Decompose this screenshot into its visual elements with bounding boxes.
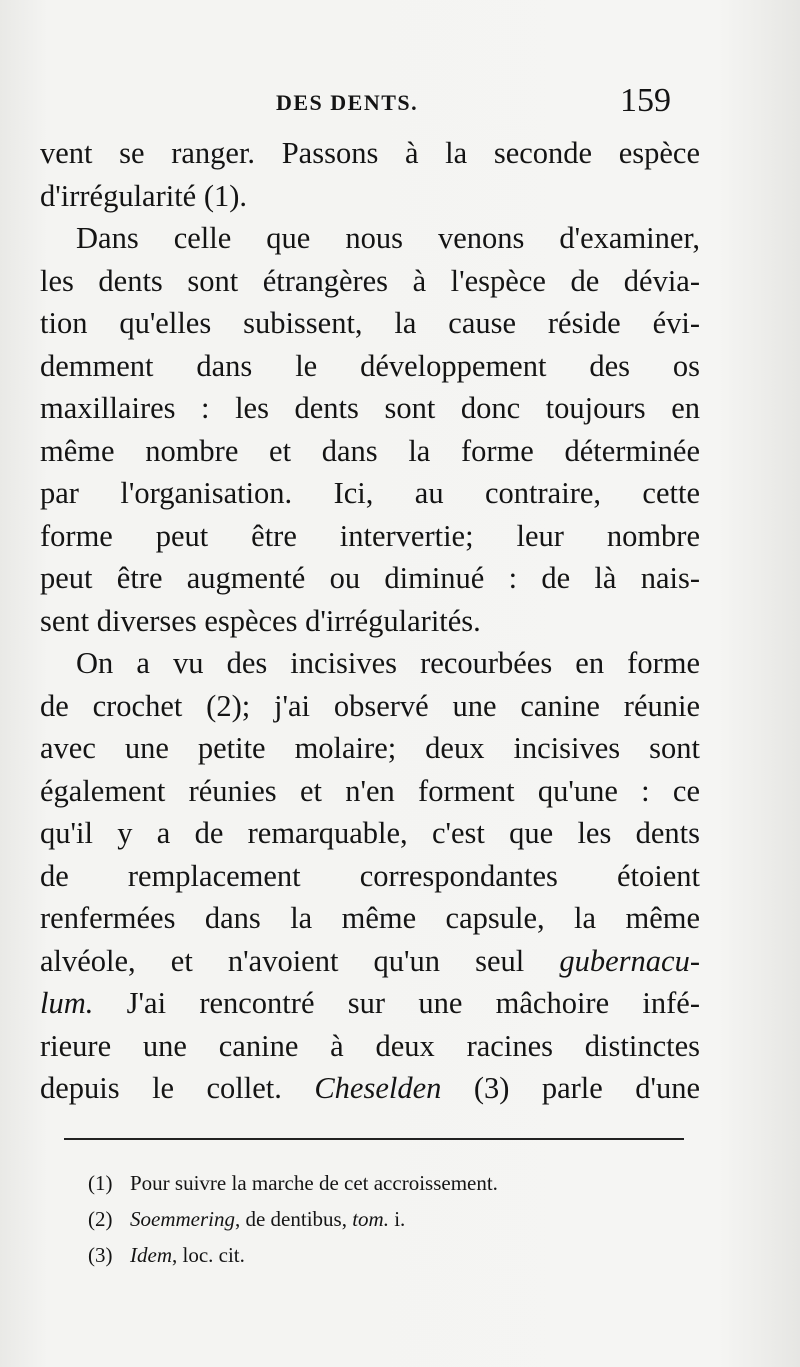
latin-term: gubernacu-: [559, 943, 700, 978]
author-name: Cheselden: [314, 1071, 442, 1105]
footnote: [88, 1165, 688, 1201]
text-line: renfermées dans la même capsule, la même: [40, 901, 700, 935]
text-line: également réunies et n'en forment qu'une : ce: [40, 773, 700, 808]
footnote-marker: (1): [88, 1171, 113, 1195]
footnote-text: , de dentibus,: [234, 1207, 353, 1231]
text-line: Dans celle que nous venons d'examiner,: [76, 221, 700, 255]
text-line: maxillaires : les dents sont donc toujours en: [40, 391, 700, 425]
text-line: avec une petite molaire; deux incisives sont: [40, 731, 700, 765]
page-header: [0, 84, 800, 134]
text-line: demment dans le développement des os: [40, 348, 700, 383]
footnote-marker: (2): [88, 1207, 113, 1231]
footnote-volume: tom.: [352, 1207, 389, 1231]
text-line: d'irrégularité (1).: [40, 178, 248, 213]
text-line: [40, 982, 700, 1025]
text-line: On a vu des incisives recourbées en forme: [76, 646, 700, 680]
footnotes: [88, 1165, 688, 1273]
body-text: [40, 132, 700, 1110]
text-line: vent se ranger. Passons à la seconde espèce: [40, 136, 700, 170]
text-line: de remplacement correspondantes étoient: [40, 858, 700, 893]
text-segment: (3) parle d'une: [441, 1071, 700, 1105]
text-line: peut être augmenté ou diminué : de là nais-: [40, 561, 700, 595]
text-line: forme peut être intervertie; leur nombre: [40, 518, 700, 553]
text-line: [40, 1067, 700, 1110]
text-segment: depuis le collet.: [40, 1071, 315, 1105]
text-line: les dents sont étrangères à l'espèce de dévia-: [40, 263, 700, 298]
text-segment: alvéole, et n'avoient qu'un seul: [40, 943, 560, 978]
latin-term: lum.: [40, 986, 94, 1020]
footnote-text: , loc. cit.: [171, 1243, 245, 1267]
text-line: [40, 940, 700, 983]
footnote-marker: (3): [88, 1243, 113, 1267]
footnote-text: Pour suivre la marche de cet accroissement.: [130, 1171, 498, 1195]
footnote-author: Soemmering: [130, 1207, 235, 1231]
page-number: 159: [620, 82, 671, 119]
text-line: qu'il y a de remarquable, c'est que les dents: [40, 816, 700, 850]
text-line: tion qu'elles subissent, la cause réside évi-: [40, 306, 700, 340]
footnote: [88, 1201, 688, 1237]
text-segment: J'ai rencontré sur une mâchoire infé-: [93, 986, 700, 1020]
footnote-author: Idem: [130, 1243, 172, 1267]
footnote-text: i.: [388, 1207, 406, 1231]
text-line: par l'organisation. Ici, au contraire, cette: [40, 476, 700, 510]
footnote: [88, 1237, 688, 1273]
text-line: de crochet (2); j'ai observé une canine réunie: [40, 688, 700, 723]
running-head: DES DENTS.: [276, 90, 419, 115]
text-line: rieure une canine à deux racines distinctes: [40, 1028, 700, 1063]
text-line: même nombre et dans la forme déterminée: [40, 433, 700, 468]
footnote-rule: [64, 1138, 684, 1140]
text-line: sent diverses espèces d'irrégularités.: [40, 603, 481, 638]
